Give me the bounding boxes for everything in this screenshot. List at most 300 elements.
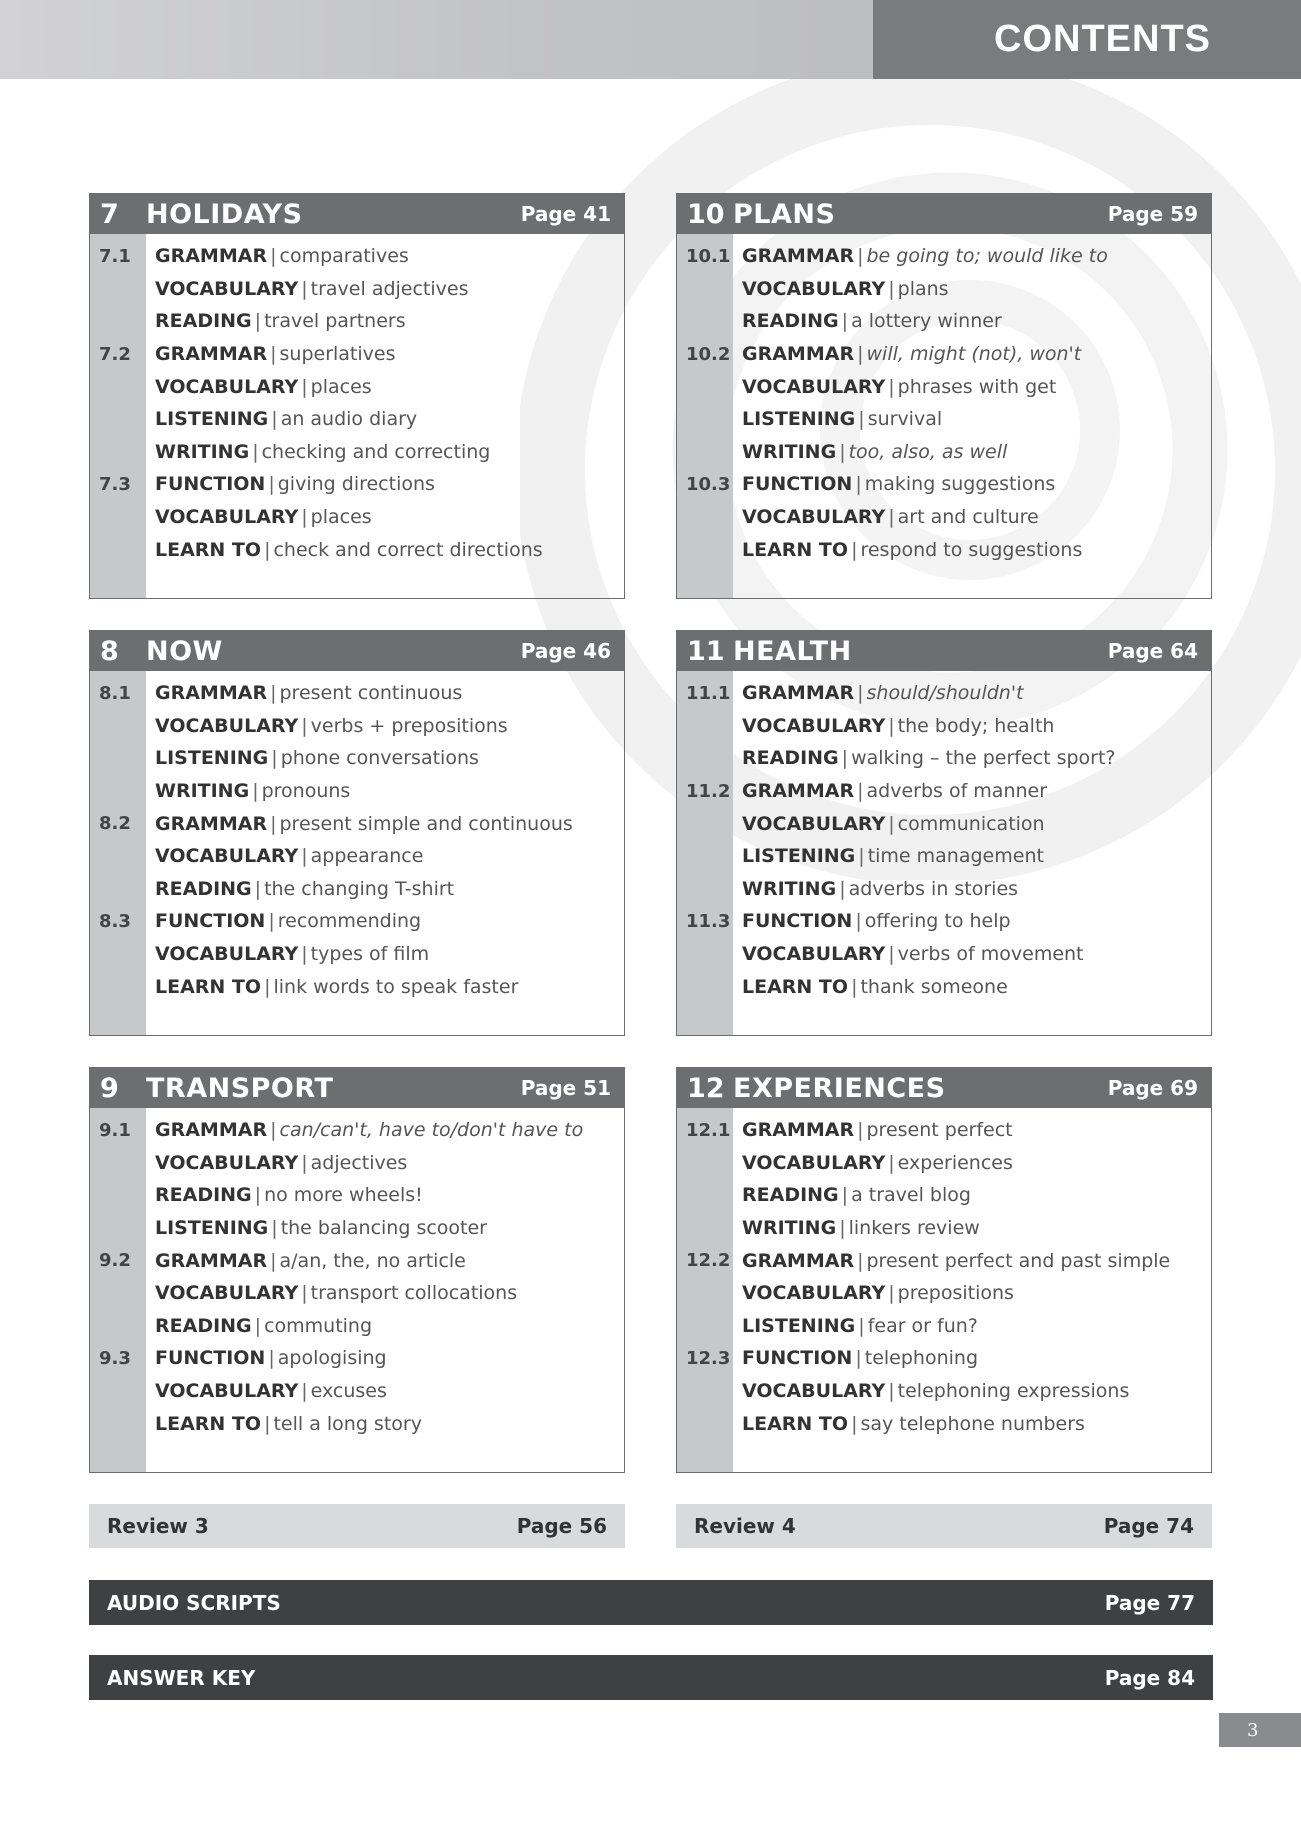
- lesson-text: [733, 747, 1116, 769]
- lesson-skill-label: VOCABULARY: [155, 506, 299, 529]
- unit-header[interactable]: [677, 194, 1211, 234]
- separator: |: [839, 440, 846, 463]
- lesson-row: [90, 938, 624, 971]
- unit-title: HEALTH: [733, 635, 852, 667]
- lesson-text: [733, 1315, 978, 1337]
- separator: |: [841, 1184, 849, 1207]
- separator: |: [301, 845, 308, 868]
- lesson-skill-label: LISTENING: [155, 747, 269, 770]
- lesson-row: [90, 1244, 624, 1277]
- lesson-row: [90, 873, 624, 906]
- lesson-row: [677, 533, 1211, 566]
- separator: |: [254, 310, 262, 333]
- unit-number: 11: [687, 635, 725, 667]
- lesson-text: [733, 1184, 971, 1206]
- lesson-text: [733, 1119, 1013, 1141]
- lesson-text: [733, 1413, 1085, 1435]
- lesson-row: [677, 775, 1211, 808]
- lesson-text: [733, 473, 1055, 495]
- page-title: CONTENTS: [994, 18, 1211, 60]
- lesson-skill-label: LEARN TO: [155, 975, 262, 998]
- lesson-topic: recommending: [277, 910, 422, 933]
- unit-box-7: [89, 193, 625, 599]
- unit-title: TRANSPORT: [146, 1072, 334, 1104]
- separator: |: [857, 1249, 864, 1272]
- lesson-skill-label: VOCABULARY: [742, 1380, 886, 1403]
- unit-box-12: [676, 1067, 1212, 1473]
- separator: |: [888, 812, 895, 835]
- lesson-text: [733, 943, 1084, 965]
- lesson-topic: checking and correcting: [261, 440, 491, 463]
- lesson-text: [733, 878, 1018, 900]
- review-page: Page 74: [1103, 1514, 1194, 1538]
- lesson-skill-label: VOCABULARY: [155, 375, 299, 398]
- lesson-skill-label: VOCABULARY: [155, 1380, 299, 1403]
- lesson-text: [146, 506, 372, 528]
- separator: |: [855, 473, 862, 496]
- separator: |: [268, 910, 275, 933]
- lesson-row: [677, 338, 1211, 371]
- lesson-skill-label: READING: [155, 1184, 252, 1207]
- unit-page: Page 41: [520, 202, 611, 226]
- lesson-topic: the changing T-shirt: [264, 877, 455, 900]
- lesson-skill-label: WRITING: [742, 877, 837, 900]
- lesson-skill-label: VOCABULARY: [742, 714, 886, 737]
- lesson-skill-label: READING: [155, 1314, 252, 1337]
- lesson-topic: art and culture: [897, 506, 1039, 529]
- lesson-skill-label: GRAMMAR: [742, 1119, 855, 1142]
- unit-lesson-list: [677, 677, 1211, 1003]
- lesson-row: [90, 240, 624, 273]
- unit-page: Page 64: [1107, 639, 1198, 663]
- lesson-text: [146, 878, 454, 900]
- review-4-bar[interactable]: [676, 1504, 1212, 1548]
- lesson-text: [146, 473, 435, 495]
- lesson-topic: can/can't, have to/don't have to: [279, 1119, 584, 1142]
- lesson-row: [90, 533, 624, 566]
- separator: |: [268, 473, 275, 496]
- lesson-skill-label: GRAMMAR: [742, 343, 855, 366]
- lesson-text: [733, 278, 949, 300]
- separator: |: [271, 1217, 278, 1240]
- lesson-text: [146, 278, 469, 300]
- lesson-topic: walking – the perfect sport?: [851, 747, 1116, 770]
- lesson-row: [90, 775, 624, 808]
- lesson-row: [90, 273, 624, 306]
- lesson-section-number: 12.3: [686, 1347, 731, 1369]
- lesson-topic: check and correct directions: [273, 538, 543, 561]
- lesson-row: [677, 1375, 1211, 1408]
- lesson-section-number: 12.1: [686, 1119, 731, 1141]
- lesson-row: [90, 338, 624, 371]
- lesson-topic: present continuous: [279, 682, 463, 705]
- lesson-row: [677, 1212, 1211, 1245]
- lesson-skill-label: FUNCTION: [155, 910, 266, 933]
- separator: |: [271, 408, 278, 431]
- page-number: 3: [1219, 1713, 1301, 1747]
- lesson-skill-label: FUNCTION: [742, 1347, 853, 1370]
- answer-key-page: Page 84: [1104, 1665, 1195, 1690]
- review-page: Page 56: [516, 1514, 607, 1538]
- unit-page: Page 69: [1107, 1076, 1198, 1100]
- lesson-row: [90, 970, 624, 1003]
- lesson-skill-label: LISTENING: [155, 1217, 269, 1240]
- unit-header[interactable]: [677, 631, 1211, 671]
- audio-scripts-bar[interactable]: [89, 1580, 1213, 1625]
- lesson-skill-label: WRITING: [155, 780, 250, 803]
- separator: |: [301, 375, 308, 398]
- lesson-row: [677, 873, 1211, 906]
- separator: |: [851, 975, 858, 998]
- lesson-skill-label: FUNCTION: [155, 473, 266, 496]
- lesson-skill-label: VOCABULARY: [155, 845, 299, 868]
- lesson-topic: plans: [897, 277, 949, 300]
- lesson-topic: respond to suggestions: [860, 538, 1083, 561]
- lesson-skill-label: VOCABULARY: [155, 943, 299, 966]
- lesson-topic: excuses: [310, 1380, 387, 1403]
- lesson-row: [90, 501, 624, 534]
- lesson-row: [677, 468, 1211, 501]
- unit-header[interactable]: [90, 1068, 624, 1108]
- lesson-section-number: 10.2: [686, 343, 731, 365]
- lesson-topic: adverbs of manner: [866, 780, 1048, 803]
- separator: |: [301, 1380, 308, 1403]
- lesson-skill-label: VOCABULARY: [742, 277, 886, 300]
- lesson-section-number: 8.1: [99, 682, 131, 704]
- lesson-row: [90, 1179, 624, 1212]
- lesson-topic: commuting: [264, 1314, 373, 1337]
- lesson-skill-label: WRITING: [742, 440, 837, 463]
- review-3-bar[interactable]: [89, 1504, 625, 1548]
- lesson-section-number: 11.1: [686, 682, 731, 704]
- lesson-row: [677, 501, 1211, 534]
- lesson-text: [146, 943, 429, 965]
- lesson-text: [146, 845, 423, 867]
- separator: |: [857, 682, 864, 705]
- unit-title: PLANS: [733, 198, 836, 230]
- lesson-skill-label: LEARN TO: [155, 538, 262, 561]
- lesson-section-number: 11.2: [686, 780, 731, 802]
- lesson-row: [677, 1147, 1211, 1180]
- lesson-row: [677, 436, 1211, 469]
- lesson-skill-label: READING: [155, 310, 252, 333]
- separator: |: [888, 277, 895, 300]
- lesson-text: [146, 1315, 372, 1337]
- lesson-skill-label: GRAMMAR: [742, 245, 855, 268]
- lesson-text: [733, 813, 1045, 835]
- unit-lesson-list: [677, 1114, 1211, 1440]
- review-label: Review 3: [107, 1514, 209, 1538]
- unit-lesson-list: [90, 677, 624, 1003]
- lesson-row: [90, 1407, 624, 1440]
- lesson-text: [146, 1282, 517, 1304]
- lesson-topic: present perfect: [866, 1119, 1013, 1142]
- separator: |: [270, 1119, 277, 1142]
- lesson-section-number: 7.2: [99, 343, 131, 365]
- lesson-text: [146, 245, 409, 267]
- lesson-topic: fear or fun?: [867, 1314, 978, 1337]
- lesson-topic: types of film: [310, 943, 430, 966]
- lesson-skill-label: FUNCTION: [742, 910, 853, 933]
- lesson-text: [733, 539, 1082, 561]
- separator: |: [252, 440, 259, 463]
- separator: |: [858, 408, 865, 431]
- unit-title: HOLIDAYS: [146, 198, 303, 230]
- unit-number: 9: [100, 1072, 119, 1104]
- lesson-text: [733, 310, 1002, 332]
- lesson-row: [90, 1147, 624, 1180]
- lesson-topic: a/an, the, no article: [279, 1249, 466, 1272]
- lesson-topic: travel adjectives: [310, 277, 469, 300]
- unit-header[interactable]: [90, 194, 624, 234]
- separator: |: [254, 877, 262, 900]
- lesson-topic: a travel blog: [851, 1184, 971, 1207]
- lesson-text: [733, 1217, 980, 1239]
- lesson-skill-label: VOCABULARY: [742, 943, 886, 966]
- unit-number: 8: [100, 635, 119, 667]
- separator: |: [264, 1412, 271, 1435]
- lesson-row: [677, 273, 1211, 306]
- unit-number: 7: [100, 198, 119, 230]
- lesson-topic: making suggestions: [864, 473, 1056, 496]
- lesson-topic: survival: [867, 408, 943, 431]
- lesson-topic: a lottery winner: [851, 310, 1002, 333]
- header-title-box: [873, 0, 1301, 79]
- separator: |: [252, 780, 259, 803]
- lesson-topic: giving directions: [277, 473, 435, 496]
- unit-page: Page 59: [1107, 202, 1198, 226]
- lesson-topic: thank someone: [860, 975, 1008, 998]
- separator: |: [888, 506, 895, 529]
- lesson-text: [146, 1380, 387, 1402]
- lesson-text: [146, 910, 421, 932]
- separator: |: [888, 943, 895, 966]
- lesson-row: [90, 436, 624, 469]
- unit-title: NOW: [146, 635, 223, 667]
- lesson-topic: places: [310, 375, 372, 398]
- lesson-skill-label: LISTENING: [742, 1314, 856, 1337]
- lesson-text: [733, 1380, 1129, 1402]
- separator: |: [857, 343, 864, 366]
- unit-box-9: [89, 1067, 625, 1473]
- lesson-row: [90, 840, 624, 873]
- lesson-topic: places: [310, 506, 372, 529]
- lesson-topic: apologising: [277, 1347, 387, 1370]
- lesson-topic: telephoning: [864, 1347, 979, 1370]
- lesson-row: [677, 1342, 1211, 1375]
- lesson-text: [733, 408, 942, 430]
- lesson-text: [146, 1250, 466, 1272]
- lesson-row: [90, 1375, 624, 1408]
- lesson-topic: present simple and continuous: [279, 812, 573, 835]
- lesson-topic: transport collocations: [310, 1282, 518, 1305]
- lesson-skill-label: VOCABULARY: [742, 812, 886, 835]
- lesson-row: [677, 1179, 1211, 1212]
- lesson-skill-label: READING: [155, 877, 252, 900]
- separator: |: [855, 910, 862, 933]
- lesson-row: [677, 677, 1211, 710]
- separator: |: [855, 1347, 862, 1370]
- lesson-text: [146, 682, 462, 704]
- lesson-topic: be going to; would like to: [866, 245, 1108, 268]
- lesson-topic: adjectives: [310, 1151, 408, 1174]
- lesson-skill-label: VOCABULARY: [742, 375, 886, 398]
- lesson-topic: superlatives: [279, 343, 396, 366]
- lesson-text: [733, 245, 1108, 267]
- lesson-text: [733, 376, 1056, 398]
- lesson-topic: will, might (not), won't: [866, 343, 1082, 366]
- lesson-topic: phone conversations: [280, 747, 479, 770]
- lesson-section-number: 7.3: [99, 473, 131, 495]
- lesson-text: [733, 976, 1008, 998]
- lesson-skill-label: WRITING: [742, 1217, 837, 1240]
- separator: |: [888, 714, 895, 737]
- lesson-skill-label: LISTENING: [155, 408, 269, 431]
- lesson-section-number: 9.1: [99, 1119, 131, 1141]
- separator: |: [851, 538, 858, 561]
- lesson-row: [90, 1342, 624, 1375]
- unit-lesson-list: [90, 1114, 624, 1440]
- lesson-skill-label: GRAMMAR: [155, 343, 268, 366]
- lesson-row: [677, 742, 1211, 775]
- lesson-topic: verbs + prepositions: [310, 714, 508, 737]
- answer-key-label: ANSWER KEY: [107, 1665, 256, 1690]
- lesson-row: [677, 840, 1211, 873]
- lesson-topic: adverbs in stories: [848, 877, 1019, 900]
- lesson-row: [677, 305, 1211, 338]
- separator: |: [888, 1380, 895, 1403]
- lesson-skill-label: LEARN TO: [155, 1412, 262, 1435]
- lesson-topic: experiences: [897, 1151, 1013, 1174]
- lesson-topic: telephoning expressions: [897, 1380, 1130, 1403]
- separator: |: [888, 1282, 895, 1305]
- audio-scripts-label: AUDIO SCRIPTS: [107, 1590, 281, 1615]
- separator: |: [301, 277, 308, 300]
- separator: |: [301, 714, 308, 737]
- separator: |: [264, 538, 271, 561]
- lesson-topic: tell a long story: [273, 1412, 422, 1435]
- lesson-row: [90, 710, 624, 743]
- lesson-skill-label: GRAMMAR: [155, 245, 268, 268]
- lesson-text: [146, 1413, 422, 1435]
- lesson-topic: verbs of movement: [897, 943, 1084, 966]
- lesson-skill-label: GRAMMAR: [155, 812, 268, 835]
- lesson-row: [677, 710, 1211, 743]
- lesson-section-number: 8.3: [99, 910, 131, 932]
- lesson-text: [146, 1152, 407, 1174]
- lesson-topic: travel partners: [264, 310, 406, 333]
- lesson-row: [90, 1310, 624, 1343]
- lesson-topic: say telephone numbers: [860, 1412, 1085, 1435]
- answer-key-bar[interactable]: [89, 1655, 1213, 1700]
- lesson-skill-label: VOCABULARY: [742, 1151, 886, 1174]
- lesson-topic: comparatives: [279, 245, 409, 268]
- unit-box-10: [676, 193, 1212, 599]
- separator: |: [888, 375, 895, 398]
- lesson-topic: should/shouldn't: [866, 682, 1024, 705]
- lesson-text: [146, 343, 396, 365]
- lesson-topic: the balancing scooter: [280, 1217, 487, 1240]
- lesson-skill-label: READING: [742, 1184, 839, 1207]
- separator: |: [841, 747, 849, 770]
- lesson-skill-label: GRAMMAR: [155, 682, 268, 705]
- lesson-text: [146, 813, 573, 835]
- lesson-row: [90, 468, 624, 501]
- lesson-topic: linkers review: [848, 1217, 980, 1240]
- lesson-text: [146, 1119, 583, 1141]
- lesson-skill-label: LISTENING: [742, 408, 856, 431]
- lesson-row: [677, 1310, 1211, 1343]
- lesson-topic: link words to speak faster: [273, 975, 519, 998]
- lesson-row: [677, 938, 1211, 971]
- lesson-row: [90, 1212, 624, 1245]
- lesson-skill-label: READING: [742, 747, 839, 770]
- lesson-section-number: 12.2: [686, 1250, 731, 1272]
- lesson-text: [733, 845, 1044, 867]
- lesson-text: [146, 715, 508, 737]
- lesson-text: [733, 780, 1047, 802]
- lesson-section-number: 8.2: [99, 813, 131, 835]
- lesson-skill-label: VOCABULARY: [155, 1282, 299, 1305]
- lesson-skill-label: VOCABULARY: [155, 714, 299, 737]
- lesson-text: [146, 310, 406, 332]
- lesson-text: [146, 1217, 487, 1239]
- lesson-topic: no more wheels!: [264, 1184, 423, 1207]
- lesson-text: [146, 747, 479, 769]
- lesson-section-number: 9.2: [99, 1250, 131, 1272]
- lesson-row: [677, 970, 1211, 1003]
- lesson-skill-label: LISTENING: [742, 845, 856, 868]
- lesson-row: [677, 807, 1211, 840]
- lesson-text: [733, 910, 1011, 932]
- separator: |: [270, 245, 277, 268]
- unit-page: Page 46: [520, 639, 611, 663]
- lesson-skill-label: FUNCTION: [155, 1347, 266, 1370]
- lesson-text: [733, 1282, 1014, 1304]
- lesson-text: [146, 1347, 387, 1369]
- lesson-topic: offering to help: [864, 910, 1011, 933]
- lesson-row: [90, 807, 624, 840]
- lesson-section-number: 9.3: [99, 1347, 131, 1369]
- lesson-skill-label: VOCABULARY: [155, 277, 299, 300]
- lesson-skill-label: GRAMMAR: [742, 682, 855, 705]
- lesson-row: [90, 905, 624, 938]
- lesson-row: [677, 1407, 1211, 1440]
- unit-lesson-list: [677, 240, 1211, 566]
- separator: |: [301, 506, 308, 529]
- lesson-topic: time management: [867, 845, 1044, 868]
- unit-header[interactable]: [90, 631, 624, 671]
- lesson-text: [733, 682, 1024, 704]
- lesson-topic: present perfect and past simple: [866, 1249, 1171, 1272]
- lesson-topic: appearance: [310, 845, 424, 868]
- separator: |: [858, 845, 865, 868]
- lesson-text: [733, 1250, 1170, 1272]
- lesson-row: [90, 403, 624, 436]
- unit-lesson-list: [90, 240, 624, 566]
- lesson-topic: an audio diary: [280, 408, 418, 431]
- lesson-skill-label: VOCABULARY: [742, 506, 886, 529]
- lesson-text: [733, 1152, 1013, 1174]
- lesson-row: [677, 1114, 1211, 1147]
- separator: |: [841, 310, 849, 333]
- unit-header[interactable]: [677, 1068, 1211, 1108]
- separator: |: [857, 780, 864, 803]
- lesson-skill-label: READING: [742, 310, 839, 333]
- separator: |: [271, 747, 278, 770]
- lesson-text: [733, 715, 1054, 737]
- separator: |: [839, 1217, 846, 1240]
